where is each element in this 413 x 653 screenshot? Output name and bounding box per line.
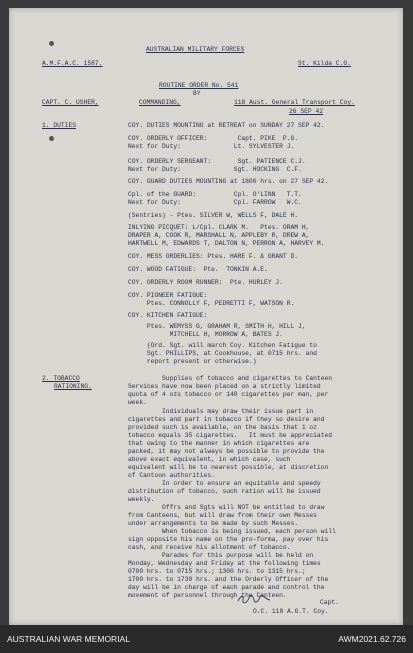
handwritten-signature (237, 594, 271, 604)
duties-line: Next for Duty: Sgt. HOCKING C.F. (128, 166, 302, 173)
tobacco-line: cigarettes and part in tobacco if they so desire and (128, 416, 325, 423)
duties-line: Next for Duty: Lt. SYLVESTER J. (128, 143, 295, 150)
duties-line: Ptes. CONNOLLY F, PEDRETTI F, WATSON R. (128, 300, 295, 307)
unit-name: 118 Aust. General Transport Coy. (234, 99, 355, 106)
duties-line: COY. KITCHEN FATIGUE: (128, 312, 208, 319)
tobacco-line: movement of personnel through the Canteen. (128, 592, 287, 599)
tobacco-line: weekly. (128, 496, 155, 503)
captain-name: CAPT. C. USHER, (42, 99, 99, 106)
section-tobacco-heading: 2. TOBACCO (42, 375, 80, 382)
tobacco-line: above exact equivalent, in which case, such (128, 456, 291, 463)
duties-line: (Ord. Sgt. will march Coy. Kitchen Fatigue to (128, 342, 317, 349)
duties-line: Cpl. of the GUARD: Cpl. O'LINN T.T. (128, 191, 302, 198)
duties-line: COY. DUTIES MOUNTING at RETREAT on SUNDAY 27 SEP 42. (128, 122, 325, 129)
duties-line: report present or otherwise.) (128, 358, 257, 365)
tobacco-line: of Cantoon authorities. (128, 472, 215, 479)
tobacco-line: packed, it may not always be possible to provide the (128, 448, 325, 455)
tobacco-line: day will be in charge of each parade and control the (128, 584, 325, 591)
document-title: AUSTRALIAN MILITARY FORCES (146, 46, 245, 53)
duties-line: COY. ORDERLY SERGEANT: Sgt. PATIENCE C.J. (128, 158, 306, 165)
duties-line: INLYING PICQUET: L/Cpl. CLARK M. Ptes. ORAM H, (128, 224, 310, 231)
tobacco-line: Individuals may draw their issue part in (128, 408, 314, 415)
duties-line: MITCHELL H, MORROW A, BATES J. (128, 331, 283, 338)
footer-source: AUSTRALIAN WAR MEMORIAL (7, 634, 130, 644)
duties-line: HARTWELL M, EDWARDS T, DALTON N, PERRON A, HARVEY M. (128, 240, 325, 247)
footer-accession-number: AWM2021.62.726 (338, 634, 406, 644)
duties-line: COY. MESS ORDERLIES: Ptes. HARE F. & GRANT D. (128, 253, 299, 260)
tobacco-line: Parades for this purpose will be held on (128, 552, 314, 559)
signature-rank: Capt. (320, 599, 339, 606)
duties-line: Ptes. WEMYSS G, GRAHAM R, SMITH H, HILL J, (128, 323, 306, 330)
footer-bar (0, 625, 413, 653)
section-duties-heading: 1. DUTIES (42, 122, 77, 129)
tobacco-line: equivalent will be to nearest possible, at discretion (128, 464, 329, 471)
tobacco-line: quota of 4 ozs tobacco or 140 cigarettes per man, per (128, 391, 329, 398)
duties-line: COY. GUARD DUTIES MOUNTING at 1800 hrs. on 27 SEP 42. (128, 178, 329, 185)
section-tobacco-subheading: RATIONING. (54, 383, 92, 390)
tobacco-line: Services have now been placed on a strictly limited (128, 383, 321, 390)
duties-line: DRAPER A, COOK R, MARSHALL N, APPLEBY R, DREW A, (128, 232, 310, 239)
tobacco-line: cash, and receive his allotment of tobacco. (128, 544, 291, 551)
tobacco-line: 1700 hrs. to 1730 hrs. and the Orderly Officer of the (128, 576, 329, 583)
tobacco-line: from Canteens, but will draw from their own Messes (128, 512, 317, 519)
duties-line: Sgt. PHILLIPS, at Cookhouse, at 0715 hrs. and (128, 350, 317, 357)
right-reference: St. Kilda C.G. (298, 60, 351, 67)
tobacco-line: week. (128, 399, 147, 406)
duties-line: COY. ORDERLY ROOM RUNNER: Pte. HURLEY J. (128, 279, 283, 286)
tobacco-line: In order to ensure an equitable and speedy (128, 480, 321, 487)
order-date: 26 SEP 42 (289, 108, 324, 115)
duties-line: COY. ORDERLY OFFICER: Capt. PIKE P.G. (128, 135, 299, 142)
tobacco-line: tobacco equals 35 cigarettes. It must be appreciated (128, 432, 333, 439)
duties-line: COY. WOOD FATIGUE: Pte. TONKIN A.E. (128, 266, 268, 273)
tobacco-line: 0700 hrs. to 0715 hrs.; 1300 hrs. to 1315 hrs.; (128, 568, 306, 575)
order-number: ROUTINE ORDER No. 541 (159, 82, 239, 89)
order-by: BY (193, 90, 201, 97)
tobacco-line: Offrs and Sgts will NOT be entitled to draw (128, 504, 325, 511)
left-reference: A.M.F.A.C. 1587. (42, 60, 103, 67)
tobacco-line: When tobacco is being issued, each person will (128, 528, 336, 535)
tobacco-line: Monday, Wednesday and Friday at the following times (128, 560, 321, 567)
tobacco-line: distribution of tobacco, such ration will be issued (128, 488, 321, 495)
tobacco-line: sign opposite his name on the pro-forma, pay over his (128, 536, 329, 543)
tobacco-line: under arrangements to be made by such Messes. (128, 520, 299, 527)
tobacco-line: provided such is available, on the basis that 1 oz (128, 424, 317, 431)
document-page (9, 8, 403, 625)
signature-title: O.C. 118 A.G.T. Coy. (253, 608, 329, 615)
duties-line: Next for Duty: Cpl. FARROW W.C. (128, 199, 302, 206)
duties-line: (Sentries) - Ptes. SILVER W, WELLS F, DALE H. (128, 212, 299, 219)
document-body (9, 8, 403, 625)
commanding-label: COMMANDING, (139, 99, 181, 106)
tobacco-line: that owing to the manner in which cigarettes are (128, 440, 310, 447)
duties-line: COY. PIONEER FATIGUE: (128, 292, 208, 299)
tobacco-line: Supplies of tobacco and cigarettes to Canteen (128, 375, 333, 382)
